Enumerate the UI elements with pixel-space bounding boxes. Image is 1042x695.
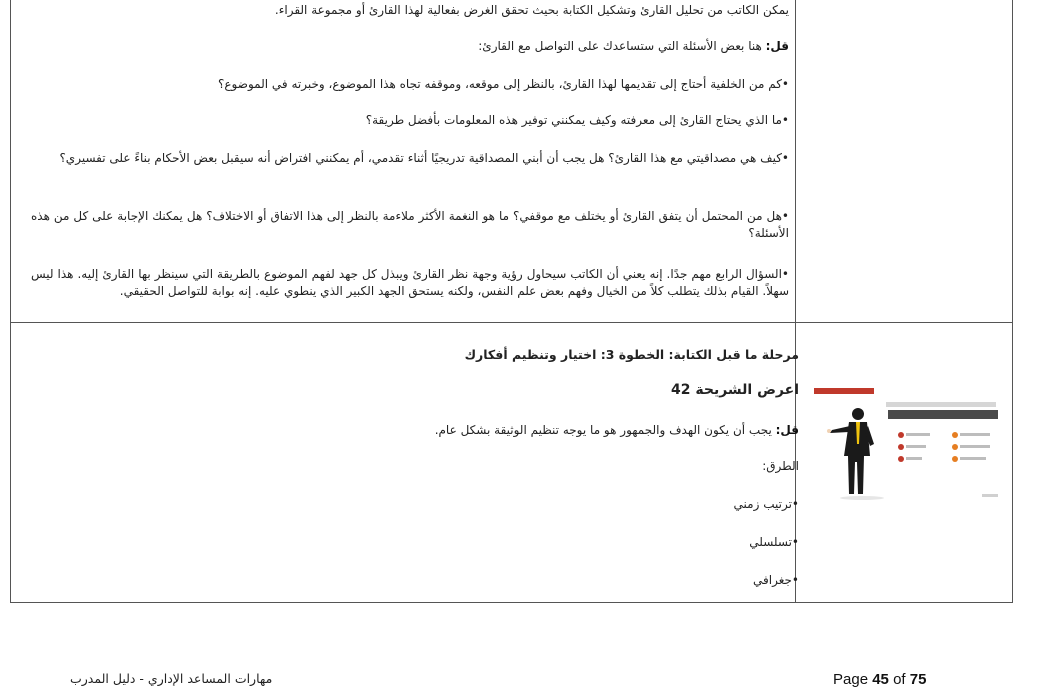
thumb-bullet-dot	[952, 432, 958, 438]
content-table	[10, 0, 1013, 603]
bullet-agreement: •هل من المحتمل أن يتفق القارئ أو يختلف مع موقفي؟ ما هو النغمة الأكثر ملاءمة بالنظر إلى هذا الاتفاق أو الاختلاف؟ هل يمكنك الإجابة على كل من هذه الأسئلة؟	[31, 209, 789, 240]
thumb-bullet-line	[906, 445, 926, 448]
methods-label: الطرق:	[762, 459, 799, 473]
say-paragraph-2	[29, 422, 799, 439]
intro-line: يمكن الكاتب من تحليل القارئ وتشكيل الكتابة بحيث تحقق الغرض بفعالية لهذا القارئ أو مجموعة القراء.	[274, 3, 789, 17]
thumb-bullet-line	[960, 433, 990, 436]
thumb-bullet-dot	[952, 444, 958, 450]
page-of: of	[893, 671, 906, 688]
top-cell	[31, 0, 789, 320]
say-text: هنا بعض الأسئلة التي ستساعدك على التواصل مع القارئ:	[478, 39, 762, 53]
method-item: •ترتيب زمني	[733, 497, 799, 511]
say-label: قل:	[765, 39, 789, 53]
slide-42-thumbnail	[814, 388, 1004, 503]
thumb-accent-bar	[814, 388, 874, 394]
footer-title: مهارات المساعد الإداري - دليل المدرب	[70, 671, 273, 686]
page-prefix: Page	[833, 671, 869, 688]
method-item: •جغرافي	[753, 573, 799, 587]
thumb-bullet-line	[960, 457, 986, 460]
page-total: 75	[909, 671, 927, 688]
page-number	[833, 671, 926, 688]
stage-heading: مرحلة ما قبل الكتابة: الخطوة 3: اختيار وتنظيم أفكارك	[464, 347, 799, 362]
thumb-footer-line	[982, 494, 998, 497]
say-text-2: يجب أن يكون الهدف والجمهور هو ما يوجه تنظيم الوثيقة بشكل عام.	[434, 423, 772, 437]
say-label-2: قل:	[775, 423, 799, 437]
businessman-presenting-icon	[822, 404, 886, 500]
thumb-bullet-dot	[898, 432, 904, 438]
say-paragraph	[31, 38, 789, 55]
page-current: 45	[872, 671, 889, 688]
method-item: •تسلسلي	[749, 535, 799, 549]
slide-heading: اعرض الشريحة 42	[671, 382, 799, 398]
thumb-bullet-dot	[952, 456, 958, 462]
bottom-cell	[31, 322, 799, 602]
thumb-bullet-line	[960, 445, 990, 448]
thumb-bullet-dot	[898, 456, 904, 462]
bullet-fourth-question: •السؤال الرابع مهم جدًا. إنه يعني أن الكاتب سيحاول رؤية وجهة نظر القارئ ويبذل كل جهد لفهم الموضوع بالطريقة التي سينظر بها القارئ إليه. هذا ليس سهلاً. القيام بذلك يتطلب كلاً من الخيال وفهم بعض علم النفس، ولكنه يستحق الجهد الكبير الذي ينطوي عليه. إنه بوابة للتواصل الحقيقي.	[31, 267, 789, 298]
bullet-background: •كم من الخلفية أحتاج إلى تقديمها لهذا القارئ، بالنظر إلى موقعه، وموقفه تجاه هذا الموضوع، وخبرته في الموضوع؟	[218, 77, 789, 91]
thumb-subtitle-line	[886, 402, 996, 407]
thumb-bullet-line	[906, 457, 922, 460]
thumb-title-line	[888, 410, 998, 419]
thumb-bullet-line	[906, 433, 930, 436]
bullet-info-needs: •ما الذي يحتاج القارئ إلى معرفته وكيف يمكنني توفير هذه المعلومات بأفضل طريقة؟	[365, 113, 789, 127]
bullet-credibility: •كيف هي مصداقيتي مع هذا القارئ؟ هل يجب أن أبني المصداقية تدريجيًا أثناء تقدمي، أم يمكنني افتراض أنه سيقبل بعض الأحكام بناءً على تفسيري؟	[59, 151, 789, 165]
thumb-bullet-dot	[898, 444, 904, 450]
